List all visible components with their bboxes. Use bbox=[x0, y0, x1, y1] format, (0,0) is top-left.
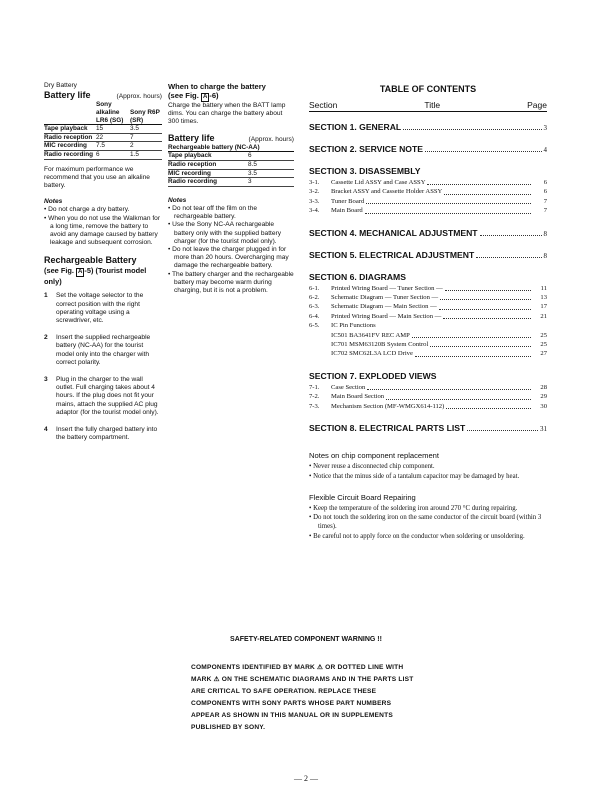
entry-page: 25 bbox=[540, 341, 547, 349]
entry-page: 28 bbox=[540, 383, 547, 391]
battery-column-middle bbox=[168, 82, 294, 295]
figure-a-icon: A bbox=[202, 94, 208, 100]
figure-a-icon: A bbox=[78, 269, 83, 276]
step-text: Plug in the charger to the wall outlet. Full charging takes about 4 hours. If the plug does not fit your mains, attach the supplied AC plug adaptor (for the tourist model only). bbox=[56, 376, 159, 416]
entry-page: 25 bbox=[540, 331, 547, 339]
notes-title: Notes bbox=[168, 196, 187, 204]
toc-section-8[interactable] bbox=[309, 423, 547, 433]
toc-header bbox=[309, 100, 547, 112]
toc-section-3[interactable]: SECTION 3. DISASSEMBLY bbox=[309, 166, 421, 176]
table-row bbox=[44, 150, 162, 159]
toc-entry[interactable] bbox=[309, 187, 547, 196]
entry-title: IC701 MSM63120B System Control bbox=[331, 341, 429, 349]
entry-title: Case Section bbox=[331, 383, 366, 391]
section-label: SECTION 1. GENERAL bbox=[309, 122, 402, 132]
note-item: • Do not charge a dry battery. bbox=[44, 206, 130, 214]
table-header-cell bbox=[44, 101, 96, 124]
entry-page: 11 bbox=[540, 284, 547, 292]
note-item: • The battery charger and the rechargeable battery may become warm during charging, but it is not a problem. bbox=[168, 270, 294, 295]
entry-number: 6-1. bbox=[309, 284, 320, 292]
toc-section-2[interactable] bbox=[309, 144, 547, 154]
battery-life-unit: (Approx. hours) bbox=[248, 135, 294, 143]
row-value: 7 bbox=[130, 133, 162, 142]
subtitle-prefix: (see Fig. bbox=[44, 266, 74, 276]
when-to-charge-subtitle: (see Fig. A -6) bbox=[168, 91, 219, 100]
row-label: Radio reception bbox=[168, 161, 248, 170]
rechargeable-subtitle: (see Fig. A -5) (Tourist model only) bbox=[44, 266, 147, 287]
section-page: 4 bbox=[543, 146, 547, 154]
entry-number: 7-1. bbox=[309, 383, 320, 391]
subtitle-suffix: ) bbox=[216, 91, 219, 100]
toc-section-1[interactable] bbox=[309, 122, 547, 132]
dry-battery-table bbox=[44, 101, 162, 159]
subtitle-suffix: ) (Tourist model only) bbox=[44, 266, 147, 287]
row-value: 3.5 bbox=[130, 125, 162, 134]
toc-entry[interactable] bbox=[309, 331, 547, 340]
toc-entry[interactable] bbox=[309, 302, 547, 311]
entry-title: Mechanism Section (MF-WMGX614-112) bbox=[331, 402, 445, 410]
section-page: 31 bbox=[540, 425, 547, 434]
toc-entry[interactable] bbox=[309, 284, 547, 293]
entry-title: Bracket ASSY and Cassette Holder ASSY bbox=[331, 188, 443, 196]
row-label: Radio reception bbox=[44, 133, 96, 142]
entry-number: 6-3. bbox=[309, 303, 320, 311]
toc-entry[interactable] bbox=[309, 383, 547, 392]
entry-title: Schematic Diagram — Tuner Section — bbox=[331, 294, 439, 302]
toc-title: TABLE OF CONTENTS bbox=[379, 84, 477, 94]
section-page: 8 bbox=[543, 229, 547, 238]
step-text: Insert the fully charged battery into the battery compartment. bbox=[56, 426, 158, 442]
row-label: MIC recording bbox=[44, 142, 96, 151]
row-label: Tape playback bbox=[44, 125, 96, 134]
toc-entry[interactable] bbox=[309, 206, 547, 215]
entry-title: Main Board bbox=[331, 207, 363, 215]
toc-section-7[interactable]: SECTION 7. EXPLODED VIEWS bbox=[309, 370, 437, 381]
entry-title: IC501 BA3641FV REC AMP bbox=[331, 331, 410, 339]
toc-entry[interactable] bbox=[309, 340, 547, 349]
step-item bbox=[44, 426, 162, 442]
toc-entry[interactable] bbox=[309, 178, 547, 187]
entry-title: Printed Wiring Board — Main Section — bbox=[331, 312, 442, 320]
row-value: 8.5 bbox=[248, 161, 294, 170]
entry-page: 7 bbox=[543, 207, 547, 215]
row-label: Radio recording bbox=[168, 178, 248, 187]
flex-note-item: • Be careful not to apply force on the conductor when soldering or unsoldering. bbox=[309, 532, 525, 540]
section-label: SECTION 8. ELECTRICAL PARTS LIST bbox=[309, 423, 466, 434]
battery-life-heading bbox=[168, 133, 294, 144]
entry-title: Printed Wiring Board — Tuner Section — bbox=[331, 284, 443, 292]
toc-head-title: Title bbox=[424, 100, 441, 110]
row-label: Radio recording bbox=[44, 150, 96, 159]
row-value: 7.5 bbox=[96, 142, 130, 151]
table-header-cell: Sony alkaline LR6 (SG) bbox=[96, 101, 130, 124]
row-value: 3.5 bbox=[248, 169, 294, 178]
safety-warning-body: COMPONENTS IDENTIFIED BY MARK ⚠ OR DOTTED LINE WITH MARK ⚠ ON THE SCHEMATIC DIAGRAMS AND IN THE PARTS LIST ARE CRITICAL TO SAFE OPERATION. REPLACE THESE COMPONENTS WITH SONY PARTS WHOSE PART NUMBERS APPEAR AS SHOWN IN THIS MANUAL OR IN SUPPLEMENTS PUBLISHED BY SONY. bbox=[191, 664, 414, 731]
table-row bbox=[44, 133, 162, 142]
flex-notes-title: Flexible Circuit Board Repairing bbox=[309, 492, 416, 502]
step-text: Insert the supplied rechargeable battery (NC-AA) for the tourist model only into the charger with correct polarity. bbox=[56, 334, 151, 366]
entry-title: Tuner Board bbox=[331, 197, 365, 205]
toc-section-5[interactable] bbox=[309, 250, 547, 260]
table-of-contents bbox=[309, 84, 547, 541]
entry-page: 6 bbox=[543, 188, 547, 196]
table-row bbox=[44, 125, 162, 134]
step-number: 4 bbox=[44, 426, 48, 434]
chip-notes-title: Notes on chip component replacement bbox=[309, 451, 440, 461]
toc-entry[interactable] bbox=[309, 321, 547, 330]
step-item bbox=[44, 376, 162, 417]
entry-title: Cassette Lid ASSY and Case ASSY bbox=[331, 179, 426, 186]
section-page: 3 bbox=[543, 124, 547, 132]
step-text: Set the voltage selector to the correct position with the right operating voltage using a screwdriver, etc. bbox=[56, 292, 144, 324]
note-item: • When you do not use the Walkman for a long time, remove the battery to avoid any damage caused by battery leakage and subsequent corrosion. bbox=[44, 214, 161, 247]
entry-page: 7 bbox=[543, 197, 547, 205]
subtitle-prefix: (see Fig. bbox=[168, 91, 199, 100]
entry-number: 6-4. bbox=[309, 312, 320, 320]
section-label: SECTION 4. MECHANICAL ADJUSTMENT bbox=[309, 227, 478, 238]
toc-section-4[interactable] bbox=[309, 228, 547, 238]
row-value: 1.5 bbox=[130, 150, 162, 159]
entry-number: 3-1. bbox=[309, 179, 320, 186]
step-number: 3 bbox=[44, 376, 48, 384]
battery-column-left bbox=[44, 82, 162, 442]
notes-title: Notes bbox=[44, 198, 63, 206]
entry-title: Schematic Diagram — Main Section — bbox=[331, 303, 437, 311]
table-row bbox=[168, 161, 294, 170]
entry-page: 29 bbox=[540, 393, 547, 401]
battery-life-heading bbox=[44, 90, 162, 101]
toc-section-6[interactable]: SECTION 6. DIAGRAMS bbox=[309, 271, 406, 282]
toc-entry[interactable] bbox=[309, 312, 547, 321]
row-label: Tape playback bbox=[168, 152, 248, 161]
entry-page: 17 bbox=[540, 303, 547, 311]
entry-number: 3-3. bbox=[309, 197, 320, 205]
step-number: 1 bbox=[44, 292, 48, 300]
step-item bbox=[44, 292, 162, 325]
entry-number: 6-2. bbox=[309, 294, 320, 302]
toc-entry[interactable] bbox=[309, 402, 547, 411]
page-number: — 2 — bbox=[294, 774, 318, 783]
table-row bbox=[168, 169, 294, 178]
toc-entry[interactable] bbox=[309, 293, 547, 302]
row-value: 22 bbox=[96, 133, 130, 142]
rechargeable-title: Rechargeable Battery bbox=[44, 255, 137, 266]
table-header-cell: Sony R6P (SR) bbox=[130, 101, 162, 124]
row-label: MIC recording bbox=[168, 169, 248, 178]
table-row bbox=[44, 142, 162, 151]
figure-number: 5 bbox=[86, 266, 91, 276]
note-item: • Do not tear off the film on the rechargeable battery. bbox=[168, 204, 258, 221]
row-value: 2 bbox=[130, 142, 162, 151]
section-page: 8 bbox=[543, 251, 547, 260]
table-row bbox=[168, 178, 294, 187]
toc-head-section: Section bbox=[309, 100, 338, 110]
step-item bbox=[44, 334, 162, 367]
toc-entry[interactable] bbox=[309, 392, 547, 401]
entry-title: Main Board Section bbox=[331, 393, 385, 401]
entry-page: 13 bbox=[540, 294, 547, 302]
table-row bbox=[168, 152, 294, 161]
table-header-cell: Rechargeable battery (NC-AA) bbox=[168, 144, 294, 152]
note-item: • Use the Sony NC-AA rechargeable battery only with the supplied battery charger (for the tourist model only). bbox=[168, 221, 282, 245]
chip-note-item: • Never reuse a disconnected chip component. bbox=[309, 463, 435, 471]
chip-note-item: • Notice that the minus side of a tantalum capacitor may be damaged by heat. bbox=[309, 472, 520, 480]
entry-page: 27 bbox=[540, 350, 547, 358]
section-label: SECTION 2. SERVICE NOTE bbox=[309, 144, 423, 154]
entry-number: 7-2. bbox=[309, 393, 320, 401]
entry-title: IC Pin Functions bbox=[331, 322, 376, 330]
flex-note-item: • Keep the temperature of the soldering iron around 270 °C during repairing. bbox=[309, 504, 518, 512]
entry-number: 7-3. bbox=[309, 402, 320, 410]
row-value: 6 bbox=[248, 152, 294, 161]
entry-number: 3-4. bbox=[309, 207, 320, 215]
entry-number: 3-2. bbox=[309, 188, 320, 196]
entry-page: 21 bbox=[540, 312, 547, 320]
toc-head-page: Page bbox=[527, 100, 547, 110]
dry-battery-label: Dry Battery bbox=[44, 82, 77, 89]
flex-note-item: • Do not touch the soldering iron on the same conductor of the circuit board (within 3 times). bbox=[309, 514, 542, 531]
row-value: 3 bbox=[248, 178, 294, 187]
performance-note: For maximum performance we recommend that you use an alkaline battery. bbox=[44, 165, 150, 189]
safety-warning-title: SAFETY-RELATED COMPONENT WARNING !! bbox=[230, 636, 382, 643]
note-item: • Do not leave the charger plugged in for more than 20 hours. Overcharging may damage the rechargeable battery. bbox=[168, 246, 289, 270]
toc-entry[interactable] bbox=[309, 197, 547, 206]
step-number: 2 bbox=[44, 334, 48, 342]
battery-life-title: Battery life bbox=[168, 132, 215, 143]
battery-life-title: Battery life bbox=[44, 90, 91, 101]
entry-page: 6 bbox=[543, 179, 547, 186]
toc-entry[interactable] bbox=[309, 349, 547, 358]
when-to-charge-text: Charge the battery when the BATT lamp dims. You can charge the battery about 300 times. bbox=[168, 102, 286, 126]
row-value: 15 bbox=[96, 125, 130, 134]
chip-replacement-notes bbox=[309, 451, 547, 481]
section-label: SECTION 5. ELECTRICAL ADJUSTMENT bbox=[309, 249, 475, 260]
flex-board-notes bbox=[309, 493, 547, 541]
entry-title: IC702 SMC62L3A LCD Drive bbox=[331, 350, 413, 358]
battery-life-unit: (Approx. hours) bbox=[116, 93, 162, 101]
figure-number: 6 bbox=[211, 91, 217, 100]
row-value: 6 bbox=[96, 150, 130, 159]
rechargeable-battery-table bbox=[168, 144, 294, 187]
entry-number: 6-5. bbox=[309, 322, 320, 330]
entry-page: 30 bbox=[540, 402, 547, 410]
when-to-charge-title: When to charge the battery bbox=[168, 82, 266, 91]
